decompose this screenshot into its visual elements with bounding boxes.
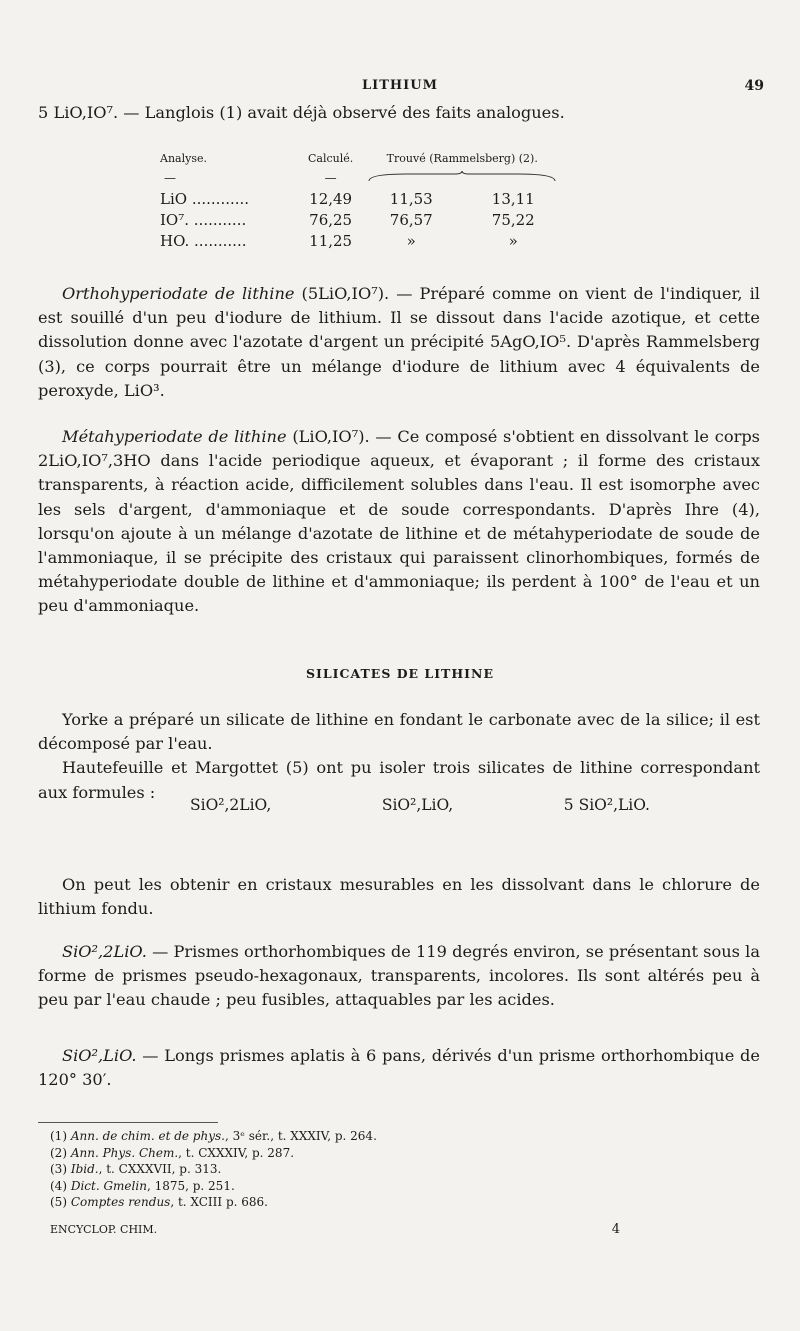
footnote: (4) Dict. Gmelin, 1875, p. 251.	[50, 1178, 235, 1193]
page-number: 49	[744, 78, 764, 94]
paragraph-metahyperiodate	[38, 425, 760, 619]
formula: 5 SiO²,LiO.	[563, 796, 650, 814]
rule-dash: —	[324, 171, 337, 185]
table-cell: 11,53	[389, 190, 433, 208]
formula-list	[190, 796, 650, 814]
paragraph-sio2-2lio	[38, 940, 760, 1013]
paragraph-text: Hautefeuille et Margottet (5) ont pu isoler trois silicates de lithine correspondant aux formules :	[38, 758, 760, 802]
paragraph-sio2-lio	[38, 1044, 760, 1092]
formula: SiO²,LiO,	[381, 796, 454, 814]
table-cell: 76,25	[309, 211, 353, 229]
brace-rule	[367, 168, 571, 189]
running-title: LITHIUM	[362, 78, 438, 93]
compound-title: Métahyperiodate de lithine	[62, 427, 287, 446]
column-header: Calculé.	[308, 151, 354, 165]
table-cell: 75,22	[491, 211, 535, 229]
leader-dots: ............	[187, 190, 250, 208]
compound-title: Orthohyperiodate de lithine	[62, 284, 295, 303]
column-header: Analyse.	[160, 151, 207, 165]
table-row	[160, 189, 571, 210]
paragraph-orthohyperiodate	[38, 282, 760, 403]
table-cell-label: HO. ...........	[160, 232, 247, 250]
table-rule-row	[160, 168, 571, 189]
leader-dots: . ...........	[184, 232, 247, 250]
table-cell: 12,49	[309, 190, 353, 208]
footnote-divider	[38, 1122, 218, 1123]
compound-title: SiO²,2LiO.	[62, 942, 147, 961]
paragraph-text: — Longs prismes aplatis à 6 pans, dérivés d'un prisme orthorhombique de 120° 30′.	[38, 1046, 760, 1090]
table-row	[160, 231, 571, 252]
paragraph-text: — Ce composé s'obtient en dissolvant le corps 2LiO,IO⁷,3HO dans l'acide periodique aqueux, et évaporant ; il forme des cristaux transparents, à réaction acide, difficilement solubles dans l'eau. Il est isomorphe avec les sels d'argent, d'ammoniaque et de soude correspondants. D'après Ihre (4), lorsqu'on ajoute à un mélange d'azotate de lithine et de métahyperiodate de soude de l'ammoniaque, il se précipite des cristaux qui paraissent clinorhombiques, formés de métahyperiodate double de lithine et d'ammoniaque; ils perdent à 100° de l'eau et un peu d'ammoniaque.	[38, 427, 760, 616]
footer-text: ENCYCLOP. CHIM.	[50, 1223, 158, 1236]
compound-formula: (LiO,IO⁷).	[292, 427, 370, 446]
table-row	[160, 210, 571, 231]
footnotes	[50, 1128, 750, 1211]
leader-dots: . ...........	[184, 211, 247, 229]
paragraph-obtain	[38, 873, 760, 921]
paragraph-yorke	[38, 708, 760, 805]
running-head	[0, 78, 800, 98]
paragraph-text: — Prismes orthorhombiques de 119 degrés environ, se présentant sous la forme de prismes pseudo-hexagonaux, transparents, incolores. Ils sont altérés peu à peu par l'eau chaude ; peu fusibles, attaquables par les acides.	[38, 942, 760, 1010]
analysis-table	[160, 148, 571, 252]
table-cell: »	[406, 232, 416, 250]
column-header: Trouvé (Rammelsberg) (2).	[386, 151, 538, 165]
table-cell-label: LiO ............	[160, 190, 250, 208]
compound-formula: (5LiO,IO⁷).	[301, 284, 390, 303]
paragraph-intro	[38, 101, 760, 125]
paragraph-text: On peut les obtenir en cristaux mesurables en les dissolvant dans le chlorure de lithium fondu.	[38, 875, 760, 919]
rule-dash: —	[164, 171, 176, 185]
section-heading: SILICATES DE LITHINE	[306, 666, 494, 681]
paragraph-text: 5 LiO,IO⁷. — Langlois (1) avait déjà observé des faits analogues.	[38, 103, 565, 122]
table-header-row	[160, 148, 571, 168]
table-cell: 11,25	[309, 232, 353, 250]
footnote: (3) Ibid., t. CXXXVII, p. 313.	[50, 1162, 222, 1176]
paragraph-text: Yorke a préparé un silicate de lithine en fondant le carbonate avec de la silice; il est décomposé par l'eau.	[38, 710, 760, 754]
signature-mark: 4	[611, 1222, 620, 1237]
paragraph-text: — Préparé comme on vient de l'indiquer, il est souillé d'un peu d'iodure de lithium. Il se dissout dans l'acide azotique, et cette dissolution donne avec l'azotate d'argent un précipité 5AgO,IO⁵. D'après Rammelsberg (3), ce corps pourrait être un mélange d'iodure de lithium avec 4 équivalents de peroxyde, LiO³.	[38, 284, 760, 400]
table-cell: »	[508, 232, 518, 250]
footnote: (2) Ann. Phys. Chem., t. CXXXIV, p. 287.	[50, 1145, 295, 1160]
table-cell-label: IO⁷. ...........	[160, 211, 247, 229]
page-footer	[50, 1223, 750, 1236]
footnote: (5) Comptes rendus, t. XCIII p. 686.	[50, 1195, 268, 1209]
formula: SiO²,2LiO,	[190, 796, 272, 814]
table-cell: 76,57	[389, 211, 433, 229]
footnote: (1) Ann. de chim. et de phys., 3ᵉ sér., t. XXXIV, p. 264.	[50, 1129, 377, 1143]
compound-title: SiO²,LiO.	[62, 1046, 137, 1065]
brace-icon	[367, 170, 557, 182]
table-cell: 13,11	[491, 190, 535, 208]
